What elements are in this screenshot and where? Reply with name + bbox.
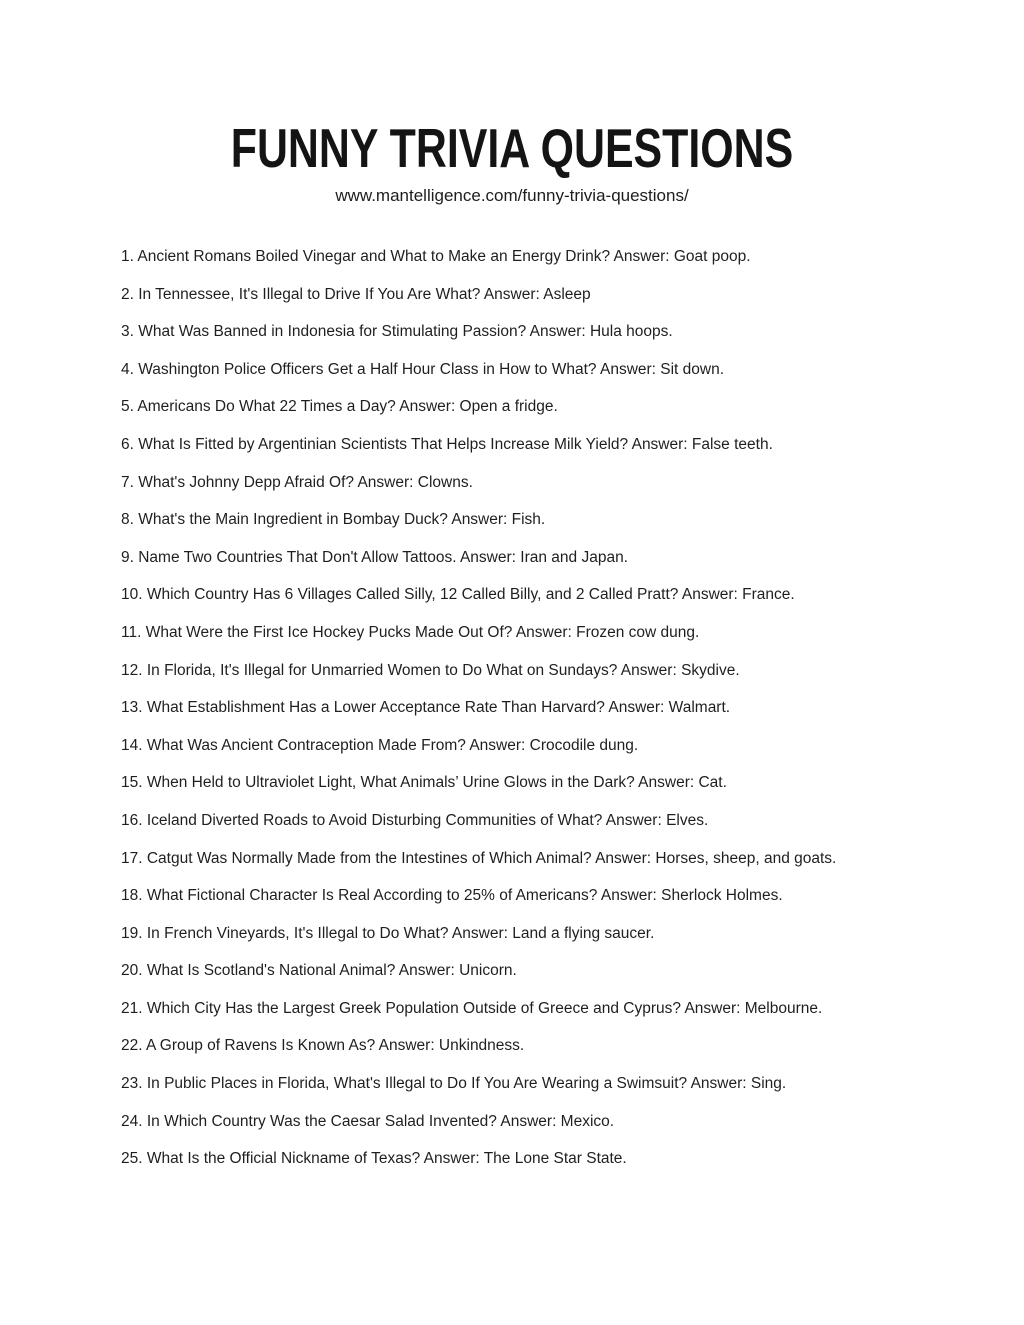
trivia-item: 17. Catgut Was Normally Made from the Intestines of Which Animal? Answer: Horses, sheep, and goats. [121, 849, 837, 867]
document-header [0, 117, 1024, 206]
trivia-item: 21. Which City Has the Largest Greek Population Outside of Greece and Cyprus? Answer: Melbourne. [121, 999, 823, 1017]
trivia-item: 24. In Which Country Was the Caesar Salad Invented? Answer: Mexico. [121, 1112, 615, 1130]
source-url: www.mantelligence.com/funny-trivia-questions/ [335, 186, 689, 205]
trivia-item: 3. What Was Banned in Indonesia for Stimulating Passion? Answer: Hula hoops. [121, 323, 673, 341]
trivia-item: 11. What Were the First Ice Hockey Pucks Made Out Of? Answer: Frozen cow dung. [121, 623, 700, 641]
trivia-item: 16. Iceland Diverted Roads to Avoid Disturbing Communities of What? Answer: Elves. [121, 811, 709, 829]
trivia-item: 19. In French Vineyards, It's Illegal to Do What? Answer: Land a flying saucer. [121, 924, 655, 942]
trivia-item: 4. Washington Police Officers Get a Half Hour Class in How to What? Answer: Sit down. [121, 360, 725, 378]
trivia-item: 22. A Group of Ravens Is Known As? Answer: Unkindness. [121, 1037, 525, 1055]
trivia-item: 25. What Is the Official Nickname of Texas? Answer: The Lone Star State. [121, 1150, 627, 1168]
trivia-item: 5. Americans Do What 22 Times a Day? Answer: Open a fridge. [121, 398, 558, 416]
trivia-item: 15. When Held to Ultraviolet Light, What Animals’ Urine Glows in the Dark? Answer: Cat. [121, 774, 727, 792]
trivia-list [0, 247, 1024, 1168]
trivia-item: 23. In Public Places in Florida, What's Illegal to Do If You Are Wearing a Swimsuit? Answer: Sing. [121, 1075, 787, 1093]
trivia-item: 1. Ancient Romans Boiled Vinegar and What to Make an Energy Drink? Answer: Goat poop. [121, 248, 751, 265]
trivia-item: 9. Name Two Countries That Don't Allow Tattoos. Answer: Iran and Japan. [121, 548, 628, 566]
trivia-item: 20. What Is Scotland's National Animal? Answer: Unicorn. [121, 962, 517, 980]
trivia-item: 7. What's Johnny Depp Afraid Of? Answer: Clowns. [121, 473, 473, 491]
trivia-item: 8. What's the Main Ingredient in Bombay Duck? Answer: Fish. [121, 511, 546, 529]
trivia-item: 18. What Fictional Character Is Real According to 25% of Americans? Answer: Sherlock Holmes. [121, 887, 783, 905]
trivia-item: 10. Which Country Has 6 Villages Called Silly, 12 Called Billy, and 2 Called Pratt? Answer: France. [121, 586, 795, 604]
trivia-item: 2. In Tennessee, It's Illegal to Drive If You Are What? Answer: Asleep [121, 285, 591, 303]
page-title: FUNNY TRIVIA QUESTIONS [230, 117, 794, 179]
trivia-item: 13. What Establishment Has a Lower Acceptance Rate Than Harvard? Answer: Walmart. [121, 699, 731, 717]
trivia-item: 14. What Was Ancient Contraception Made From? Answer: Crocodile dung. [121, 736, 639, 754]
trivia-item: 12. In Florida, It's Illegal for Unmarried Women to Do What on Sundays? Answer: Skydive. [121, 661, 740, 679]
trivia-item: 6. What Is Fitted by Argentinian Scientists That Helps Increase Milk Yield? Answer: False teeth. [121, 435, 773, 453]
